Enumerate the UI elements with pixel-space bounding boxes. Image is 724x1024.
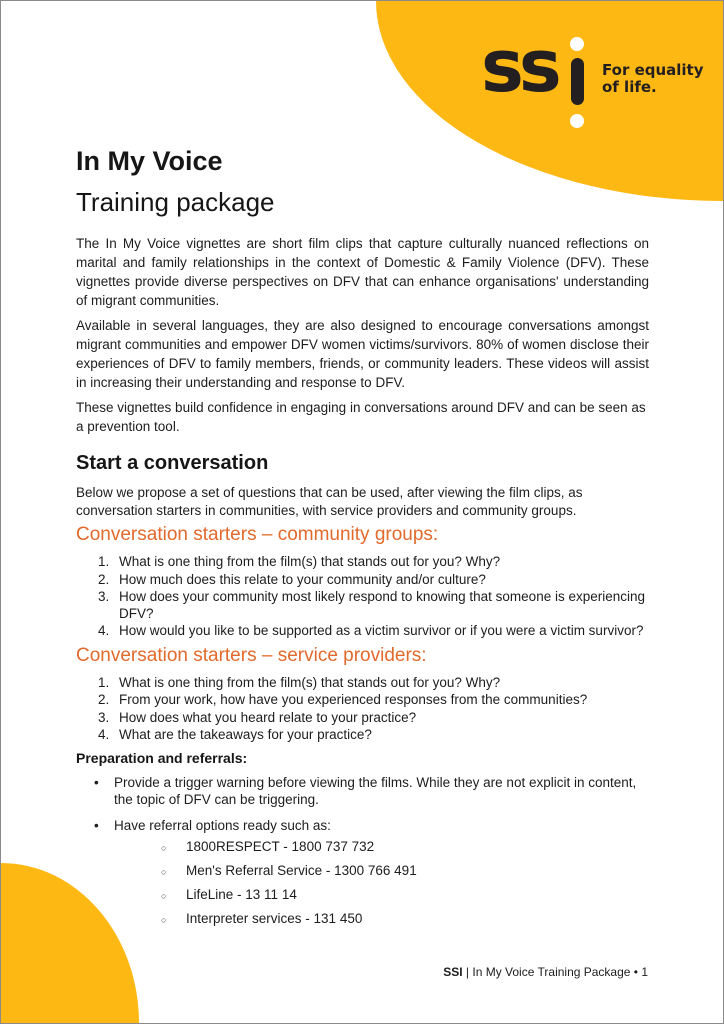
list-item xyxy=(98,623,649,640)
list-item xyxy=(98,675,649,692)
start-conversation-body: Below we propose a set of questions that can be used, after viewing the film clips, as conversation starters in communities, with service providers and community groups. xyxy=(76,485,583,518)
list-item xyxy=(161,911,649,928)
page-subtitle: Training package xyxy=(76,187,275,217)
document-content xyxy=(76,1,649,935)
community-groups-list xyxy=(76,554,649,640)
list-item xyxy=(94,817,649,834)
list-item xyxy=(161,887,649,904)
circle-bullet-icon: ○ xyxy=(161,890,167,901)
list-item xyxy=(94,774,649,808)
list-number: 4. xyxy=(98,727,110,742)
referral-text: Men's Referral Service - 1300 766 491 xyxy=(186,862,417,878)
bullet-icon: • xyxy=(94,774,99,790)
list-item xyxy=(98,727,649,744)
heading-community-groups: Conversation starters – community groups: xyxy=(76,524,439,545)
list-item-text: How would you like to be supported as a victim survivor or if you were a victim survivor? xyxy=(119,623,644,638)
list-number: 1. xyxy=(98,554,110,569)
list-item xyxy=(98,572,649,589)
intro-paragraph-1: The In My Voice vignettes are short film clips that capture culturally nuanced reflections on marital and family relationships in the context of Domestic & Family Violence (DFV). These vignettes provide diverse perspectives on DFV that can enhance organisations' understanding of migrant communities. xyxy=(76,236,649,308)
list-item-text: From your work, how have you experienced responses from the communities? xyxy=(119,692,588,707)
list-item-text: How does what you heard relate to your practice? xyxy=(119,709,417,725)
list-item xyxy=(98,710,649,727)
circle-bullet-icon: ○ xyxy=(161,842,167,853)
list-item-text: Provide a trigger warning before viewing the films. While they are not explicit in content, the topic of DFV can be triggering. xyxy=(114,774,637,807)
list-item xyxy=(98,554,649,571)
service-providers-list xyxy=(76,675,649,744)
heading-preparation-referrals: Preparation and referrals: xyxy=(76,749,248,766)
circle-bullet-icon: ○ xyxy=(161,866,167,877)
footer-brand: SSI xyxy=(443,965,463,979)
circle-bullet-icon: ○ xyxy=(161,914,167,925)
list-number: 2. xyxy=(98,571,110,587)
list-number: 4. xyxy=(98,623,110,638)
list-item xyxy=(161,839,649,856)
page-footer xyxy=(443,965,648,979)
preparation-bullet-list xyxy=(76,774,649,834)
tagline-line-2: of life. xyxy=(602,78,657,96)
list-item-text: Have referral options ready such as: xyxy=(114,817,331,833)
ssi-logo-text: ss xyxy=(481,24,557,108)
list-number: 3. xyxy=(98,709,110,725)
list-item-text: How does your community most likely respond to knowing that someone is experiencing DFV? xyxy=(119,589,646,621)
bullet-icon: • xyxy=(94,817,99,833)
referral-options-list xyxy=(76,839,649,928)
footer-text: | In My Voice Training Package • 1 xyxy=(462,965,648,979)
referral-text: LifeLine - 13 11 14 xyxy=(186,886,297,902)
list-number: 2. xyxy=(98,692,110,707)
page-title: In My Voice xyxy=(76,146,223,176)
referral-text: Interpreter services - 131 450 xyxy=(186,910,363,926)
list-number: 1. xyxy=(98,674,110,690)
intro-paragraph-2: Available in several languages, they are also designed to encourage conversations amongst migrant communities and empower DFV women victims/survivors. 80% of women disclose their experiences of DFV to family members, friends, or community leaders. These videos will assist in increasing their understanding and response to DFV. xyxy=(76,318,649,390)
list-item-text: What is one thing from the film(s) that stands out for you? Why? xyxy=(119,554,501,569)
list-item xyxy=(98,589,649,622)
intro-paragraph-3: These vignettes build confidence in engaging in conversations around DFV and can be seen as a prevention tool. xyxy=(76,400,646,434)
tagline-line-1: For equality xyxy=(602,61,704,79)
heading-start-a-conversation: Start a conversation xyxy=(76,452,269,474)
list-item-text: What are the takeaways for your practice? xyxy=(119,727,372,742)
list-item xyxy=(161,863,649,880)
list-item-text: How much does this relate to your community and/or culture? xyxy=(119,571,486,587)
referral-text: 1800RESPECT - 1800 737 732 xyxy=(186,838,375,854)
list-item xyxy=(98,692,649,709)
list-number: 3. xyxy=(98,589,110,604)
list-item-text: What is one thing from the film(s) that stands out for you? Why? xyxy=(119,674,501,690)
heading-service-providers: Conversation starters – service providers: xyxy=(76,644,427,666)
